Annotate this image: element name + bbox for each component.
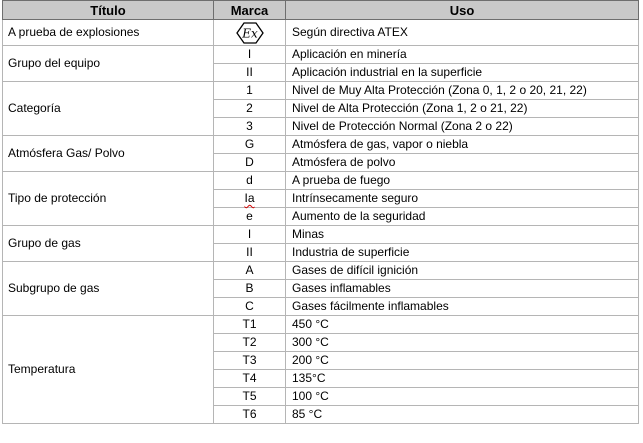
mark-cell xyxy=(214,64,286,82)
table-row xyxy=(3,316,639,334)
use-cell: Intrínsecamente seguro xyxy=(286,190,639,208)
use-cell: 200 °C xyxy=(286,352,639,370)
mark-cell xyxy=(214,154,286,172)
mark-value: C xyxy=(245,299,254,313)
header-title: Título xyxy=(3,1,214,20)
use-cell: Aplicación en minería xyxy=(286,46,639,64)
use-cell: 135°C xyxy=(286,370,639,388)
mark-value: 1 xyxy=(246,83,253,97)
mark-value: II xyxy=(246,65,253,79)
use-cell: 85 °C xyxy=(286,406,639,424)
mark-value: 3 xyxy=(246,119,253,133)
mark-cell xyxy=(214,118,286,136)
table-row xyxy=(3,226,639,244)
use-cell: Nivel de Muy Alta Protección (Zona 0, 1, 2 o 20, 21, 22) xyxy=(286,82,639,100)
use-cell: Nivel de Alta Protección (Zona 1, 2 o 21, 22) xyxy=(286,100,639,118)
mark-value: D xyxy=(245,155,254,169)
group-title: Subgrupo de gas xyxy=(3,262,214,316)
mark-cell xyxy=(214,316,286,334)
mark-cell xyxy=(214,20,286,46)
group-title: A prueba de explosiones xyxy=(3,20,214,46)
use-cell: Atmósfera de gas, vapor o niebla xyxy=(286,136,639,154)
header-row xyxy=(3,1,639,20)
mark-cell xyxy=(214,190,286,208)
use-cell: Gases de difícil ignición xyxy=(286,262,639,280)
mark-value: I xyxy=(247,47,252,61)
use-cell: Industria de superficie xyxy=(286,244,639,262)
use-cell: Minas xyxy=(286,226,639,244)
atex-marking-table xyxy=(2,0,639,424)
header-brand: Marca xyxy=(214,1,286,20)
mark-value: T5 xyxy=(242,389,257,403)
mark-cell xyxy=(214,46,286,64)
use-cell: Atmósfera de polvo xyxy=(286,154,639,172)
mark-value: B xyxy=(245,281,254,295)
mark-cell xyxy=(214,136,286,154)
table-row xyxy=(3,20,639,46)
mark-value: T2 xyxy=(242,335,257,349)
group-title: Grupo del equipo xyxy=(3,46,214,82)
group-title: Temperatura xyxy=(3,316,214,424)
table-body xyxy=(3,20,639,424)
group-title: Tipo de protección xyxy=(3,172,214,226)
mark-value: Ia xyxy=(244,191,255,205)
mark-cell xyxy=(214,406,286,424)
mark-cell xyxy=(214,172,286,190)
mark-cell xyxy=(214,100,286,118)
use-cell: 450 °C xyxy=(286,316,639,334)
group-title: Grupo de gas xyxy=(3,226,214,262)
mark-value: II xyxy=(246,245,253,259)
mark-value: G xyxy=(244,137,255,151)
header-use: Uso xyxy=(286,1,639,20)
mark-cell xyxy=(214,262,286,280)
mark-value: I xyxy=(247,227,252,241)
mark-cell xyxy=(214,244,286,262)
mark-cell xyxy=(214,82,286,100)
table-row xyxy=(3,172,639,190)
use-cell: Según directiva ATEX xyxy=(286,20,639,46)
table-row xyxy=(3,136,639,154)
ex-hexagon-icon xyxy=(236,22,264,44)
mark-cell xyxy=(214,388,286,406)
mark-cell xyxy=(214,208,286,226)
mark-value: T1 xyxy=(242,317,257,331)
table-row xyxy=(3,46,639,64)
use-cell: Aplicación industrial en la superficie xyxy=(286,64,639,82)
table-row xyxy=(3,82,639,100)
use-cell: A prueba de fuego xyxy=(286,172,639,190)
mark-value: T3 xyxy=(242,353,257,367)
mark-cell xyxy=(214,280,286,298)
mark-cell xyxy=(214,298,286,316)
use-cell: Gases fácilmente inflamables xyxy=(286,298,639,316)
group-title: Categoría xyxy=(3,82,214,136)
use-cell: Aumento de la seguridad xyxy=(286,208,639,226)
use-cell: 300 °C xyxy=(286,334,639,352)
use-cell: Gases inflamables xyxy=(286,280,639,298)
group-title: Atmósfera Gas/ Polvo xyxy=(3,136,214,172)
mark-cell xyxy=(214,370,286,388)
ex-icon-text: Ex xyxy=(241,26,258,40)
mark-cell xyxy=(214,226,286,244)
mark-value: d xyxy=(246,173,253,187)
mark-value: T4 xyxy=(242,371,257,385)
mark-value: e xyxy=(246,209,253,223)
use-cell: Nivel de Protección Normal (Zona 2 o 22) xyxy=(286,118,639,136)
mark-value: T6 xyxy=(242,407,257,421)
mark-cell xyxy=(214,334,286,352)
mark-value: 2 xyxy=(246,101,253,115)
mark-value: A xyxy=(245,263,254,277)
table-row xyxy=(3,262,639,280)
mark-cell xyxy=(214,352,286,370)
use-cell: 100 °C xyxy=(286,388,639,406)
